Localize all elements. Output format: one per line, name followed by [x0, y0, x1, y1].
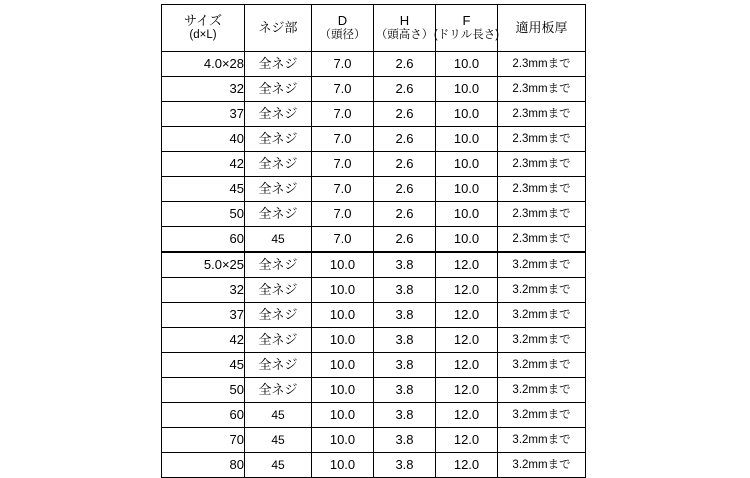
cell-thread-part: 全ネジ: [245, 378, 312, 403]
table-row: [162, 152, 586, 177]
cell-plate-thickness: 2.3mmまで: [498, 177, 586, 202]
cell-size: 45: [162, 353, 245, 378]
table-row: [162, 252, 586, 278]
cell-drill-length: 12.0: [436, 378, 498, 403]
cell-plate-thickness: 3.2mmまで: [498, 403, 586, 428]
cell-plate-thickness: 3.2mmまで: [498, 328, 586, 353]
screw-specification-table: [161, 4, 586, 478]
column-header-line1: ネジ部: [258, 19, 298, 35]
column-header-text: [433, 13, 500, 41]
column-header-text: [162, 14, 244, 41]
cell-plate-thickness: 2.3mmまで: [498, 77, 586, 102]
cell-drill-length: 12.0: [436, 453, 498, 478]
table-row: [162, 127, 586, 152]
cell-size: 60: [162, 403, 245, 428]
cell-drill-length: 12.0: [436, 252, 498, 278]
cell-drill-length: 12.0: [436, 428, 498, 453]
column-header-line1: H: [399, 13, 410, 29]
cell-head-height: 2.6: [374, 77, 436, 102]
cell-head-diameter: 7.0: [312, 52, 374, 77]
cell-head-diameter: 10.0: [312, 453, 374, 478]
cell-thread-part: 45: [245, 428, 312, 453]
table-row: [162, 428, 586, 453]
cell-head-diameter: 7.0: [312, 227, 374, 253]
column-header-line1: サイズ: [184, 13, 222, 29]
table-row: [162, 227, 586, 253]
cell-head-diameter: 10.0: [312, 378, 374, 403]
cell-drill-length: 10.0: [436, 127, 498, 152]
cell-drill-length: 12.0: [436, 303, 498, 328]
column-header-text: [374, 14, 435, 41]
column-header-line1: 適用板厚: [515, 19, 568, 35]
column-header-4: [433, 5, 500, 52]
cell-drill-length: 10.0: [436, 202, 498, 227]
cell-head-height: 2.6: [374, 127, 436, 152]
cell-plate-thickness: 3.2mmまで: [498, 378, 586, 403]
table-row: [162, 77, 586, 102]
table-row: [162, 52, 586, 77]
cell-head-diameter: 7.0: [312, 102, 374, 127]
cell-size: 70: [162, 428, 245, 453]
column-header-line1: D: [337, 13, 348, 29]
table-row: [162, 278, 586, 303]
cell-head-height: 3.8: [374, 303, 436, 328]
cell-size: 60: [162, 227, 245, 253]
cell-size: 32: [162, 77, 245, 102]
cell-size: 45: [162, 177, 245, 202]
cell-head-height: 3.8: [374, 378, 436, 403]
cell-size: 50: [162, 378, 245, 403]
cell-plate-thickness: 2.3mmまで: [498, 202, 586, 227]
cell-thread-part: 全ネジ: [245, 152, 312, 177]
cell-head-height: 3.8: [374, 428, 436, 453]
table-header: [162, 5, 586, 52]
cell-drill-length: 12.0: [436, 353, 498, 378]
table-row: [162, 177, 586, 202]
column-header-line2: (ドリル長さ): [433, 28, 500, 41]
cell-size: 42: [162, 152, 245, 177]
cell-thread-part: 全ネジ: [245, 127, 312, 152]
cell-size: 80: [162, 453, 245, 478]
table-row: [162, 202, 586, 227]
cell-size: 42: [162, 328, 245, 353]
cell-head-diameter: 10.0: [312, 403, 374, 428]
cell-head-height: 3.8: [374, 353, 436, 378]
column-header-3: [374, 5, 436, 52]
cell-drill-length: 12.0: [436, 328, 498, 353]
cell-thread-part: 全ネジ: [245, 52, 312, 77]
cell-head-diameter: 7.0: [312, 202, 374, 227]
cell-thread-part: 全ネジ: [245, 303, 312, 328]
cell-head-diameter: 10.0: [312, 278, 374, 303]
cell-thread-part: 全ネジ: [245, 353, 312, 378]
cell-head-height: 2.6: [374, 52, 436, 77]
cell-head-height: 3.8: [374, 453, 436, 478]
cell-size: 37: [162, 303, 245, 328]
cell-drill-length: 10.0: [436, 152, 498, 177]
table-body: [162, 52, 586, 478]
cell-head-diameter: 7.0: [312, 77, 374, 102]
column-header-line2: （頭高さ）: [375, 28, 434, 41]
cell-size: 37: [162, 102, 245, 127]
cell-drill-length: 12.0: [436, 403, 498, 428]
cell-plate-thickness: 2.3mmまで: [498, 52, 586, 77]
cell-head-diameter: 7.0: [312, 127, 374, 152]
cell-plate-thickness: 2.3mmまで: [498, 152, 586, 177]
cell-head-diameter: 7.0: [312, 152, 374, 177]
cell-plate-thickness: 3.2mmまで: [498, 252, 586, 278]
cell-size: 40: [162, 127, 245, 152]
cell-plate-thickness: 3.2mmまで: [498, 353, 586, 378]
cell-plate-thickness: 2.3mmまで: [498, 227, 586, 253]
cell-plate-thickness: 2.3mmまで: [498, 127, 586, 152]
column-header-text: [312, 14, 373, 41]
cell-thread-part: 全ネジ: [245, 328, 312, 353]
table-row: [162, 378, 586, 403]
cell-thread-part: 全ネジ: [245, 77, 312, 102]
cell-size: 32: [162, 278, 245, 303]
table-row: [162, 328, 586, 353]
table-row: [162, 453, 586, 478]
cell-drill-length: 12.0: [436, 278, 498, 303]
cell-thread-part: 45: [245, 403, 312, 428]
cell-size: 50: [162, 202, 245, 227]
cell-drill-length: 10.0: [436, 177, 498, 202]
cell-plate-thickness: 3.2mmまで: [498, 453, 586, 478]
cell-drill-length: 10.0: [436, 227, 498, 253]
cell-thread-part: 全ネジ: [245, 177, 312, 202]
cell-head-diameter: 10.0: [312, 428, 374, 453]
cell-size: 4.0×28: [162, 52, 245, 77]
cell-head-diameter: 7.0: [312, 177, 374, 202]
table-row: [162, 102, 586, 127]
column-header-0: [162, 5, 245, 52]
cell-thread-part: 全ネジ: [245, 278, 312, 303]
cell-thread-part: 45: [245, 227, 312, 253]
cell-head-height: 3.8: [374, 278, 436, 303]
cell-plate-thickness: 2.3mmまで: [498, 102, 586, 127]
cell-thread-part: 全ネジ: [245, 202, 312, 227]
cell-head-height: 2.6: [374, 202, 436, 227]
cell-drill-length: 10.0: [436, 52, 498, 77]
cell-drill-length: 10.0: [436, 102, 498, 127]
cell-drill-length: 10.0: [436, 77, 498, 102]
cell-head-diameter: 10.0: [312, 353, 374, 378]
table-row: [162, 353, 586, 378]
cell-thread-part: 45: [245, 453, 312, 478]
cell-head-height: 2.6: [374, 177, 436, 202]
cell-plate-thickness: 3.2mmまで: [498, 303, 586, 328]
cell-head-diameter: 10.0: [312, 303, 374, 328]
cell-head-height: 2.6: [374, 102, 436, 127]
cell-head-height: 2.6: [374, 152, 436, 177]
cell-head-height: 3.8: [374, 328, 436, 353]
column-header-line1: F: [462, 13, 471, 29]
cell-thread-part: 全ネジ: [245, 102, 312, 127]
column-header-text: [245, 21, 311, 36]
cell-plate-thickness: 3.2mmまで: [498, 428, 586, 453]
cell-head-height: 3.8: [374, 403, 436, 428]
cell-head-diameter: 10.0: [312, 328, 374, 353]
table-row: [162, 403, 586, 428]
column-header-text: [498, 21, 585, 36]
column-header-1: [245, 5, 312, 52]
cell-head-diameter: 10.0: [312, 252, 374, 278]
column-header-2: [312, 5, 374, 52]
column-header-line2: （頭径）: [319, 28, 366, 41]
cell-head-height: 2.6: [374, 227, 436, 253]
cell-plate-thickness: 3.2mmまで: [498, 278, 586, 303]
cell-head-height: 3.8: [374, 252, 436, 278]
table-row: [162, 303, 586, 328]
column-header-5: [498, 5, 586, 52]
cell-size: 5.0×25: [162, 252, 245, 278]
cell-thread-part: 全ネジ: [245, 252, 312, 278]
spec-table-container: [161, 4, 585, 478]
column-header-line2: (d×L): [189, 28, 217, 41]
table-header-row: [162, 5, 586, 52]
